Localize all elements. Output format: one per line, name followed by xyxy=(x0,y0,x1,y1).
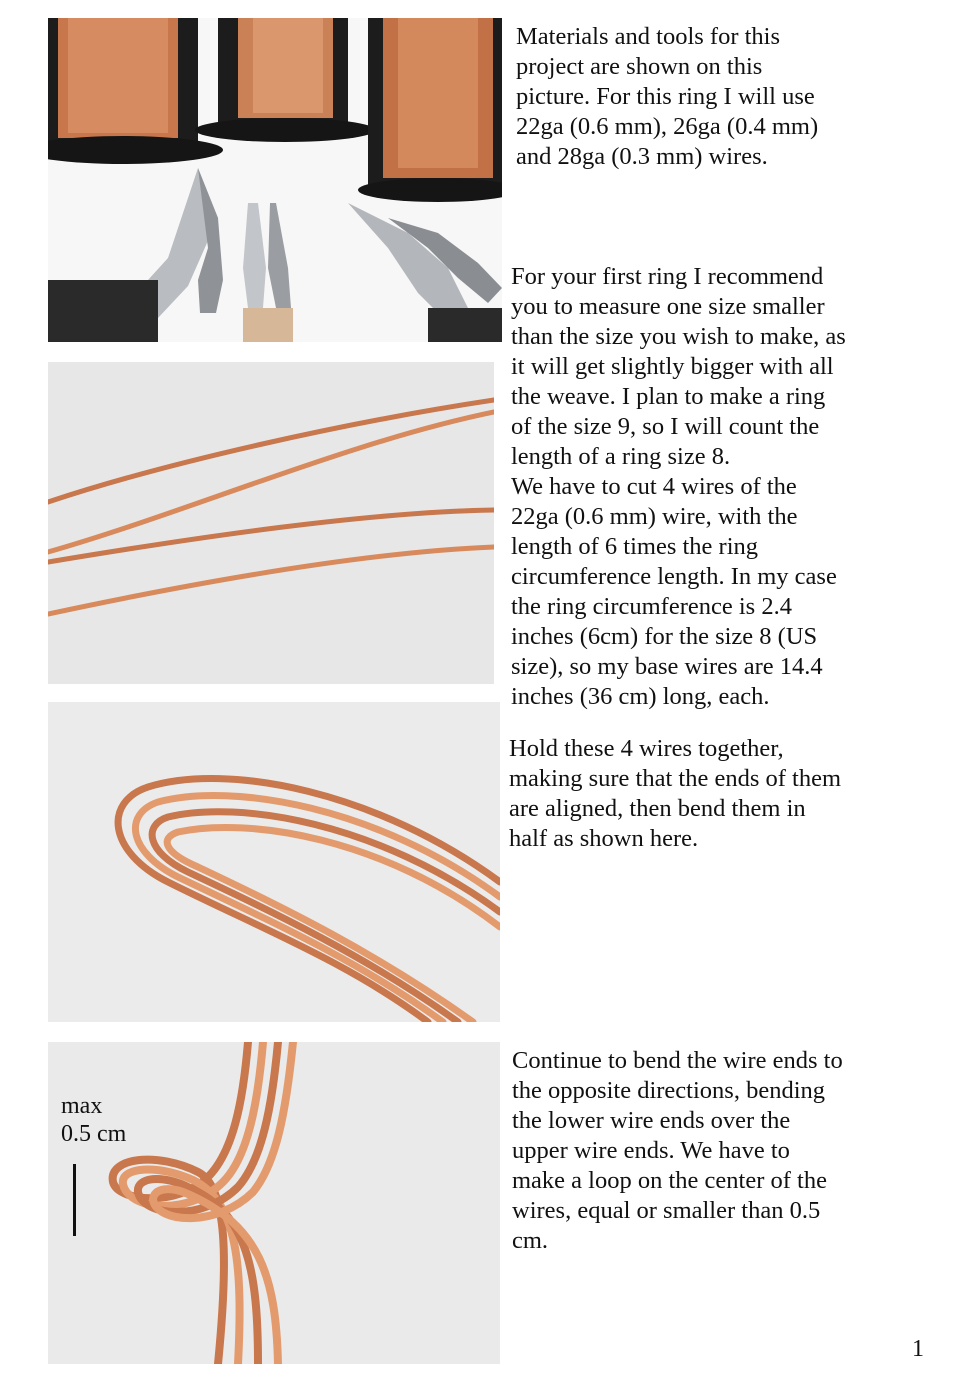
step-4-text: Continue to bend the wire ends to the opposite directions, bending the lower wire ends over the upper wire ends. We have to make a loop on the center of the wires, equal or smaller than 0.5 cm. xyxy=(512,1047,843,1254)
step-1-text: Materials and tools for this project are shown on this picture. For this ring I will use 22ga (0.6 mm), 26ga (0.4 mm) and 28ga (0.3 mm) wires. xyxy=(516,23,819,170)
photo-spools-and-pliers xyxy=(48,18,502,342)
photo-straight-wires xyxy=(48,362,494,684)
photo-wires-with-loop xyxy=(48,1042,500,1364)
step-2-text: For your first ring I recommend you to measure one size smaller than the size you wish to make, as it will get slightly bigger with all the weave. I plan to make a ring of the size 9, so I will count the length of a ring size 8. We have to cut 4 wires of the 22ga (0.6 mm) wire, with the length of 6 times the ring circumference length. In my case the ring circumference is 2.4 inches (6cm) for the size 8 (US size), so my base wires are 14.4 inches (36 cm) long, each. xyxy=(511,263,846,710)
page-number: 1 xyxy=(912,1336,924,1362)
scale-caption-max: max xyxy=(61,1093,103,1119)
step-3-text: Hold these 4 wires together, making sure that the ends of them are aligned, then bend them in half as shown here. xyxy=(509,735,842,852)
scale-caption-value: 0.5 cm xyxy=(61,1121,127,1147)
photo-wires-bent-in-half xyxy=(48,702,500,1022)
